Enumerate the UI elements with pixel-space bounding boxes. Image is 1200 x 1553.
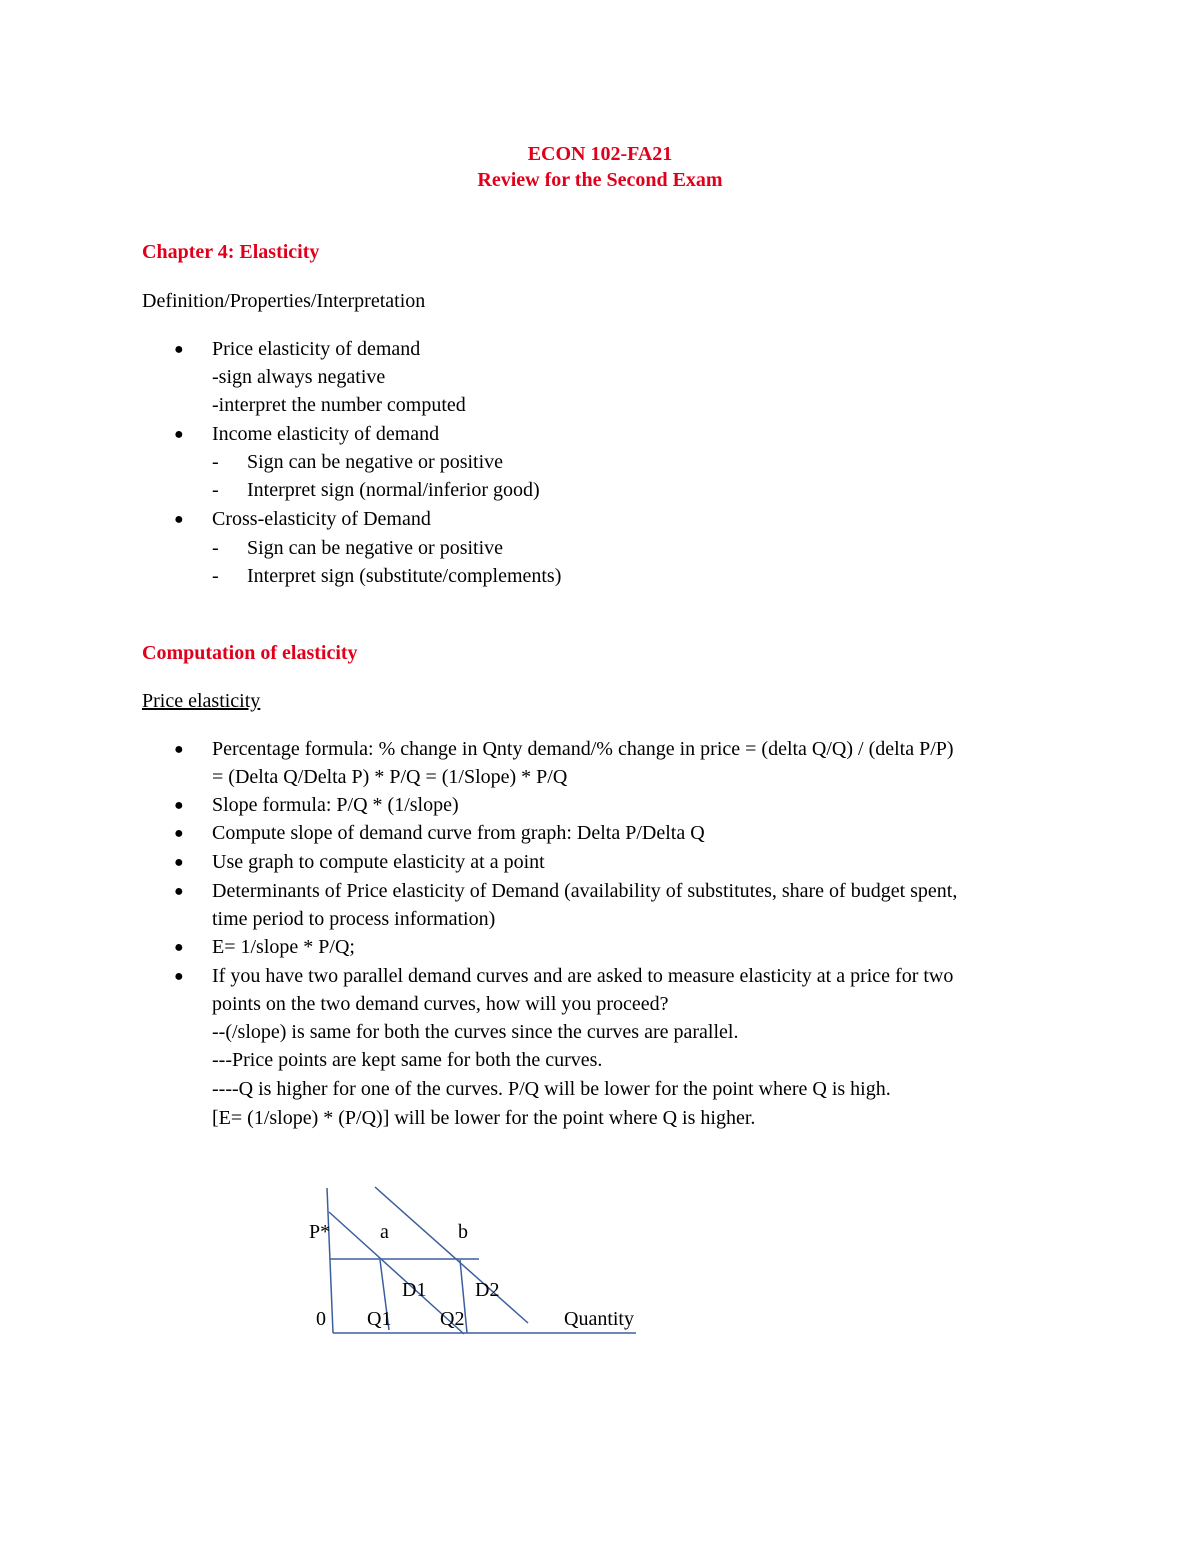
q1-label: Q1 xyxy=(367,1308,392,1330)
bullet-icon: ● xyxy=(174,968,184,985)
list-item-continuation: --(/slope) is same for both the curves since the curves are parallel. xyxy=(212,1021,739,1043)
d1-label: D1 xyxy=(402,1279,427,1301)
list-item: Slope formula: P/Q * (1/slope) xyxy=(212,794,459,816)
list-item-continuation: ----Q is higher for one of the curves. P/Q will be lower for the point where Q is high. xyxy=(212,1078,891,1100)
list-item: Income elasticity of demand xyxy=(212,423,440,445)
list-item: Percentage formula: % change in Qnty demand/% change in price = (delta Q/Q) / (delta P/P) xyxy=(212,738,954,760)
chapter-heading: Chapter 4: Elasticity xyxy=(142,241,320,263)
chapter-intro: Definition/Properties/Interpretation xyxy=(142,290,426,312)
list-item-continuation: points on the two demand curves, how will you proceed? xyxy=(212,993,669,1015)
dash-marker: - xyxy=(212,565,219,587)
point-b-label: b xyxy=(458,1221,468,1243)
list-item: Cross-elasticity of Demand xyxy=(212,508,431,530)
list-subitem: Interpret sign (substitute/complements) xyxy=(247,565,562,587)
list-item: E= 1/slope * P/Q; xyxy=(212,936,355,958)
list-item-continuation: = (Delta Q/Delta P) * P/Q = (1/Slope) * P/Q xyxy=(212,766,568,788)
list-note: -sign always negative xyxy=(212,366,386,388)
bullet-icon: ● xyxy=(174,741,184,758)
list-item: Use graph to compute elasticity at a point xyxy=(212,851,545,873)
price-elasticity-subheading: Price elasticity xyxy=(142,690,261,712)
list-item: Determinants of Price elasticity of Demand (availability of substitutes, share of budget spent, xyxy=(212,880,958,902)
list-subitem: Interpret sign (normal/inferior good) xyxy=(247,479,540,501)
bullet-icon: ● xyxy=(174,797,184,814)
list-item-continuation: [E= (1/slope) * (P/Q)] will be lower for the point where Q is higher. xyxy=(212,1107,756,1129)
bullet-icon: ● xyxy=(174,341,184,358)
list-subitem: Sign can be negative or positive xyxy=(247,451,504,473)
bullet-icon: ● xyxy=(174,825,184,842)
list-item-continuation: time period to process information) xyxy=(212,908,496,930)
bullet-icon: ● xyxy=(174,939,184,956)
computation-heading: Computation of elasticity xyxy=(142,642,358,664)
origin-label: 0 xyxy=(316,1308,326,1330)
price-label: P* xyxy=(309,1221,331,1243)
list-subitem: Sign can be negative or positive xyxy=(247,537,504,559)
d2-label: D2 xyxy=(475,1279,500,1301)
quantity-axis-label: Quantity xyxy=(564,1308,634,1330)
dash-marker: - xyxy=(212,451,219,473)
demand-curve-d2 xyxy=(375,1187,528,1323)
document-subtitle: Review for the Second Exam xyxy=(477,169,723,191)
q2-label: Q2 xyxy=(440,1308,465,1330)
list-note: -interpret the number computed xyxy=(212,394,466,416)
bullet-icon: ● xyxy=(174,883,184,900)
bullet-icon: ● xyxy=(174,854,184,871)
bullet-icon: ● xyxy=(174,426,184,443)
list-item: Compute slope of demand curve from graph: Delta P/Delta Q xyxy=(212,822,705,844)
bullet-icon: ● xyxy=(174,511,184,528)
course-title: ECON 102-FA21 xyxy=(527,143,673,165)
price-axis xyxy=(327,1188,333,1333)
dash-marker: - xyxy=(212,479,219,501)
list-item-continuation: ---Price points are kept same for both the curves. xyxy=(212,1049,603,1071)
list-item: If you have two parallel demand curves and are asked to measure elasticity at a price for two xyxy=(212,965,954,987)
point-a-label: a xyxy=(380,1221,389,1243)
dash-marker: - xyxy=(212,537,219,559)
list-item: Price elasticity of demand xyxy=(212,338,421,360)
